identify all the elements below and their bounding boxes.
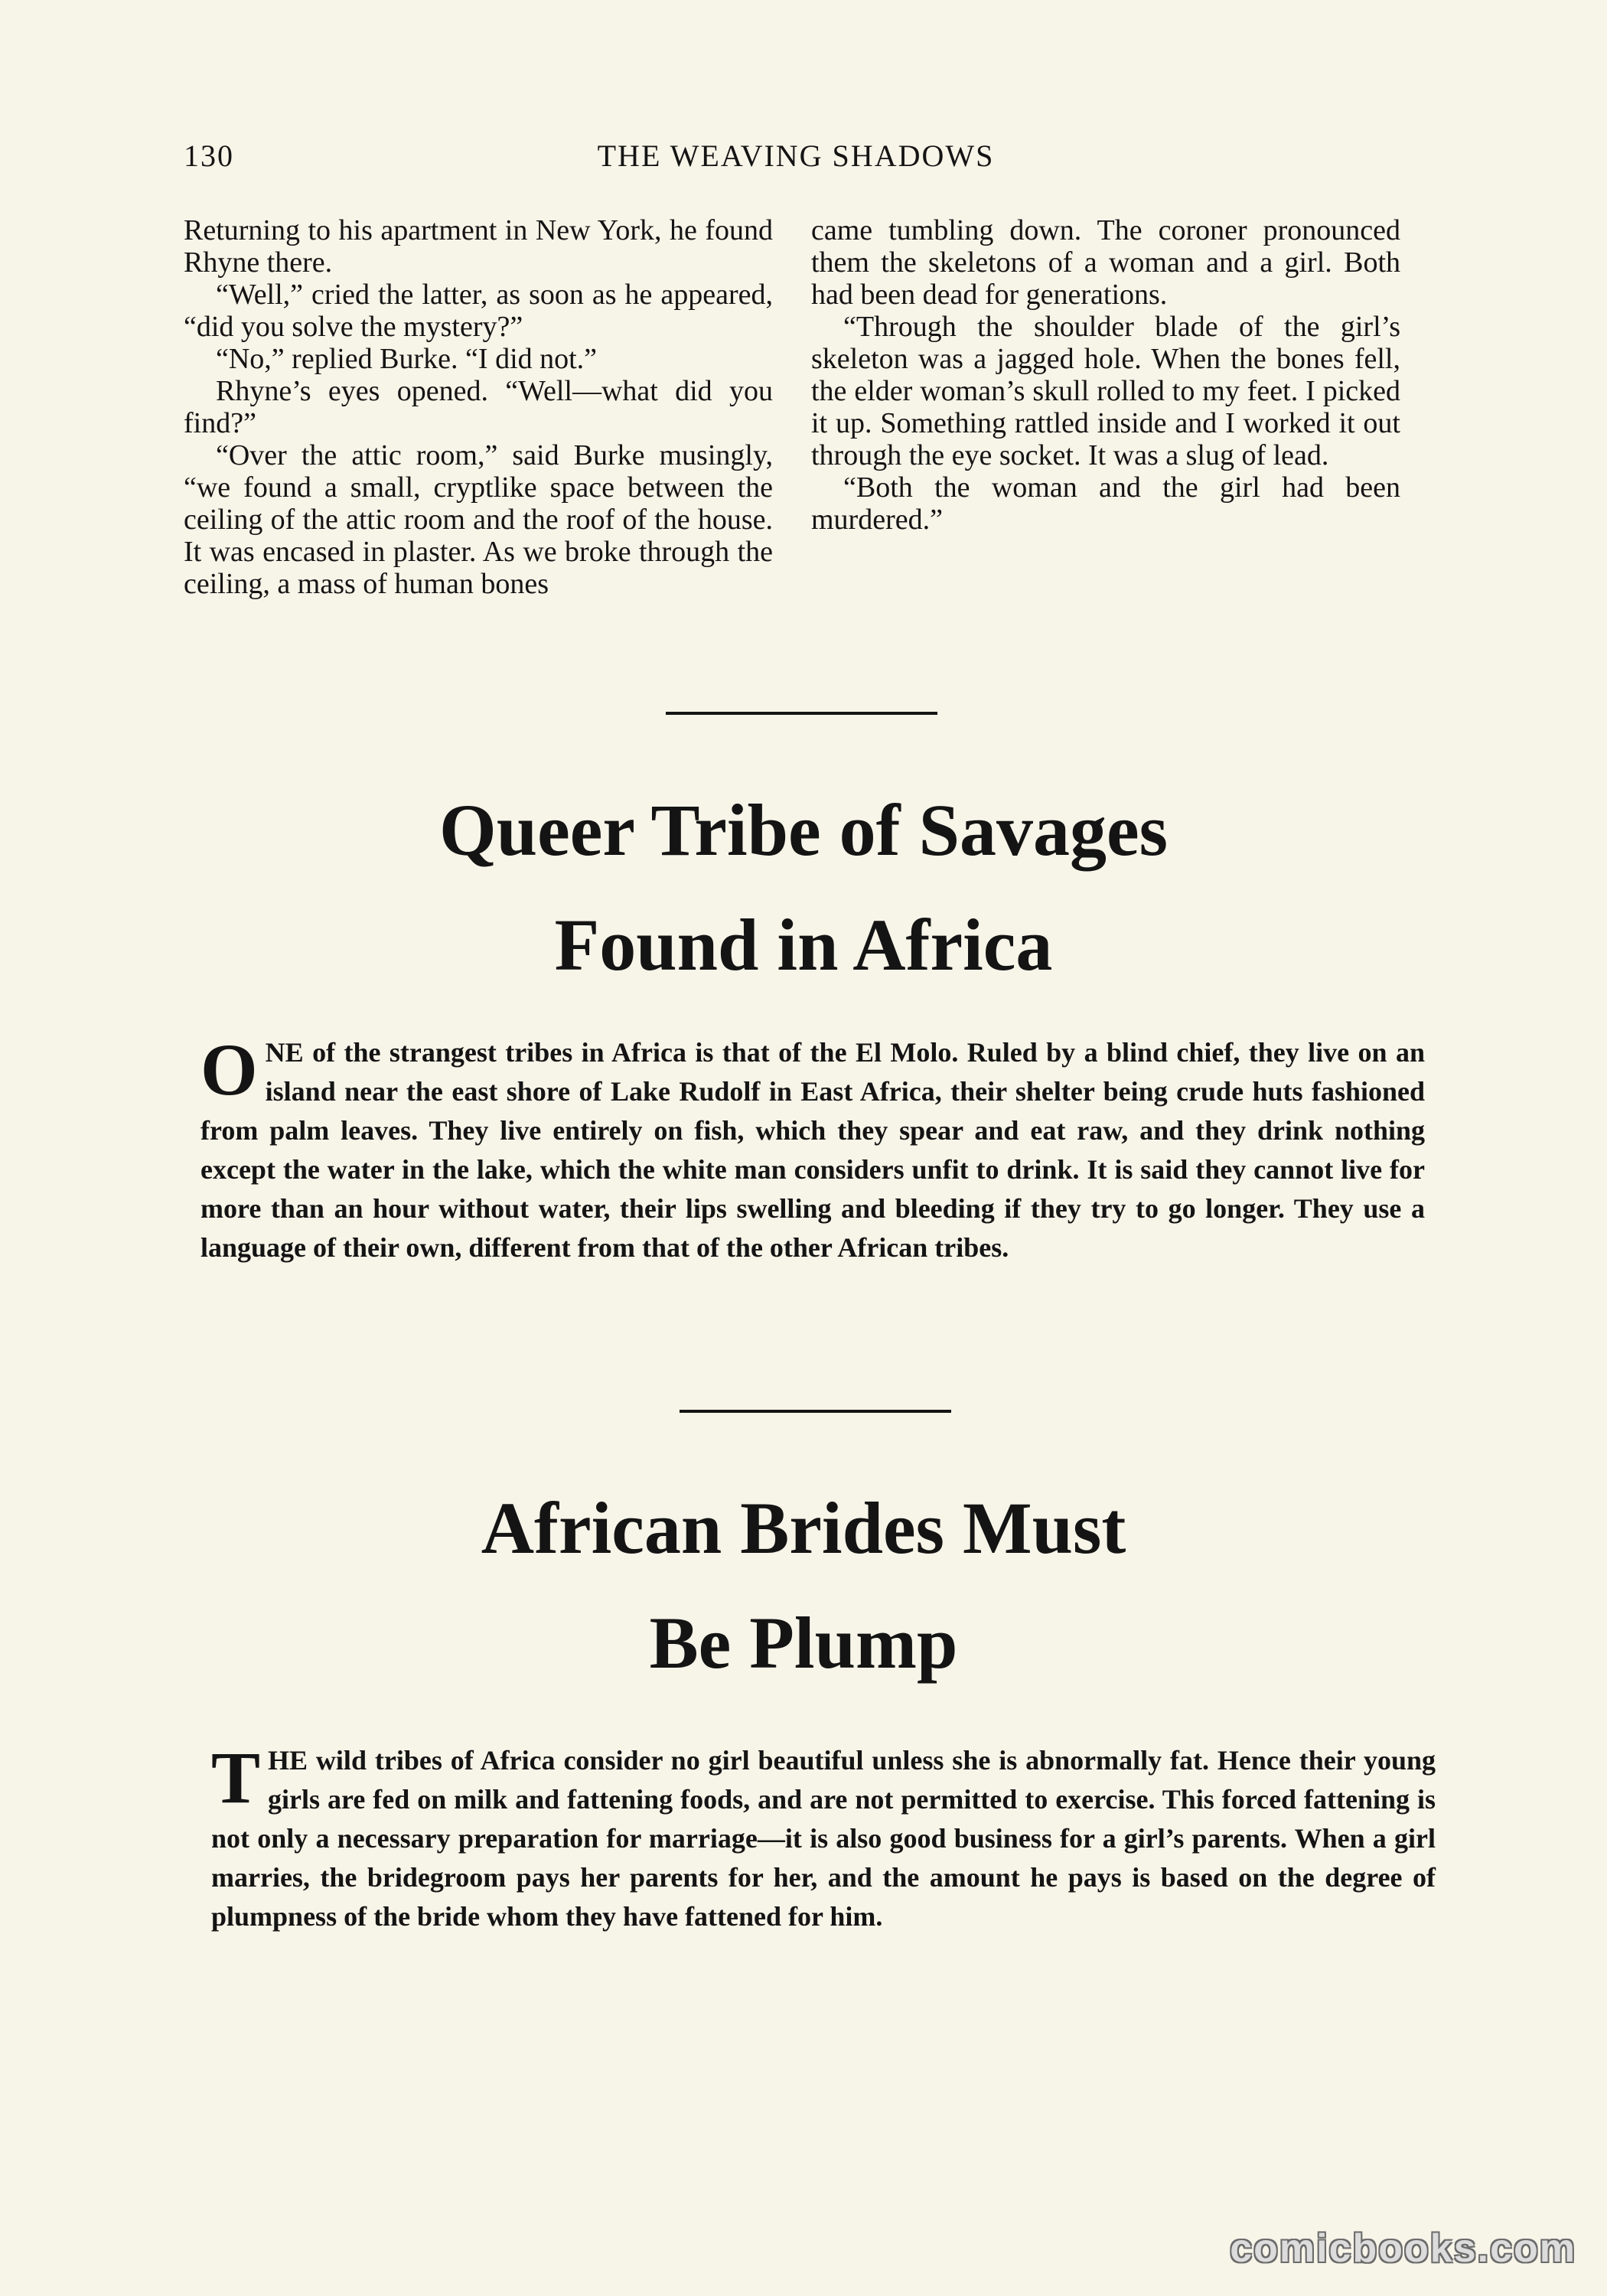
story-continuation xyxy=(184,214,1416,658)
headline-line: Queer Tribe of Savages xyxy=(439,789,1168,871)
story-paragraph: “No,” replied Burke. “I did not.” xyxy=(216,343,598,375)
headline-line: Be Plump xyxy=(649,1602,958,1684)
section-divider xyxy=(680,1410,951,1413)
headline-line: African Brides Must xyxy=(481,1487,1126,1569)
story-paragraph: “Both the woman and the girl had been murdered.” xyxy=(811,471,1400,536)
story-paragraph: Returning to his apartment in New York, he found Rhyne there. xyxy=(184,214,773,279)
story-paragraph: came tumbling down. The coroner pronounced them the skeletons of a woman and a girl. Both had been dead for generations. xyxy=(811,214,1400,311)
article-headline xyxy=(0,1471,1607,1701)
article-text: NE of the strangest tribes in Africa is that of the El Molo. Ruled by a blind chief, they live on an island near the east shore of Lake Rudolf in East Africa, their shelter being crude huts fashioned from palm leaves. They live entirely on fish, which they spear and eat raw, and they drink nothing except the water in the lake, which the white man considers unfit to drink. It is said they cannot live for more than an hour without water, their lips swelling and bleeding if they try to go longer. They use a language of their own, different from that of the other African tribes. xyxy=(200,1037,1425,1263)
story-paragraph: Rhyne’s eyes opened. “Well—what did you find?” xyxy=(184,375,773,439)
running-head xyxy=(184,138,1408,184)
article-headline xyxy=(0,773,1607,1003)
page-number: 130 xyxy=(184,139,234,173)
article-body xyxy=(200,1029,1425,1267)
story-paragraph: “Well,” cried the latter, as soon as he appeared, “did you solve the mystery?” xyxy=(184,279,773,343)
section-divider xyxy=(666,712,937,715)
drop-cap: T xyxy=(211,1737,261,1818)
article-text: HE wild tribes of Africa consider no girl beautiful unless she is abnormally fat. Hence their young girls are fed on milk and fattening foods, and are not permitted to exercise. This forced fattening is not only a necessary preparation for marriage—it is also good business for a girl’s parents. When a girl marries, the bridegroom pays her parents for her, and the amount he pays is based on the degree of plumpness of the bride whom they have fattened for him. xyxy=(211,1745,1436,1932)
running-title: THE WEAVING SHADOWS xyxy=(597,139,995,173)
left-column xyxy=(184,214,773,600)
drop-cap: O xyxy=(200,1029,258,1110)
watermark-logo: comicbooks.com xyxy=(1230,2226,1576,2271)
story-paragraph: “Over the attic room,” said Burke musingly, “we found a small, cryptlike space between the ceiling of the attic room and the roof of the house. It was encased in plaster. As we broke through the ceiling, a mass of human bones xyxy=(184,439,773,600)
article-body xyxy=(211,1737,1436,1936)
right-column xyxy=(811,214,1400,536)
story-paragraph: “Through the shoulder blade of the girl’s skeleton was a jagged hole. When the bones fell, the elder woman’s skull rolled to my feet. I picked it up. Something rattled inside and I worked it out through the eye socket. It was a slug of lead. xyxy=(811,311,1400,471)
headline-line: Found in Africa xyxy=(554,904,1053,986)
